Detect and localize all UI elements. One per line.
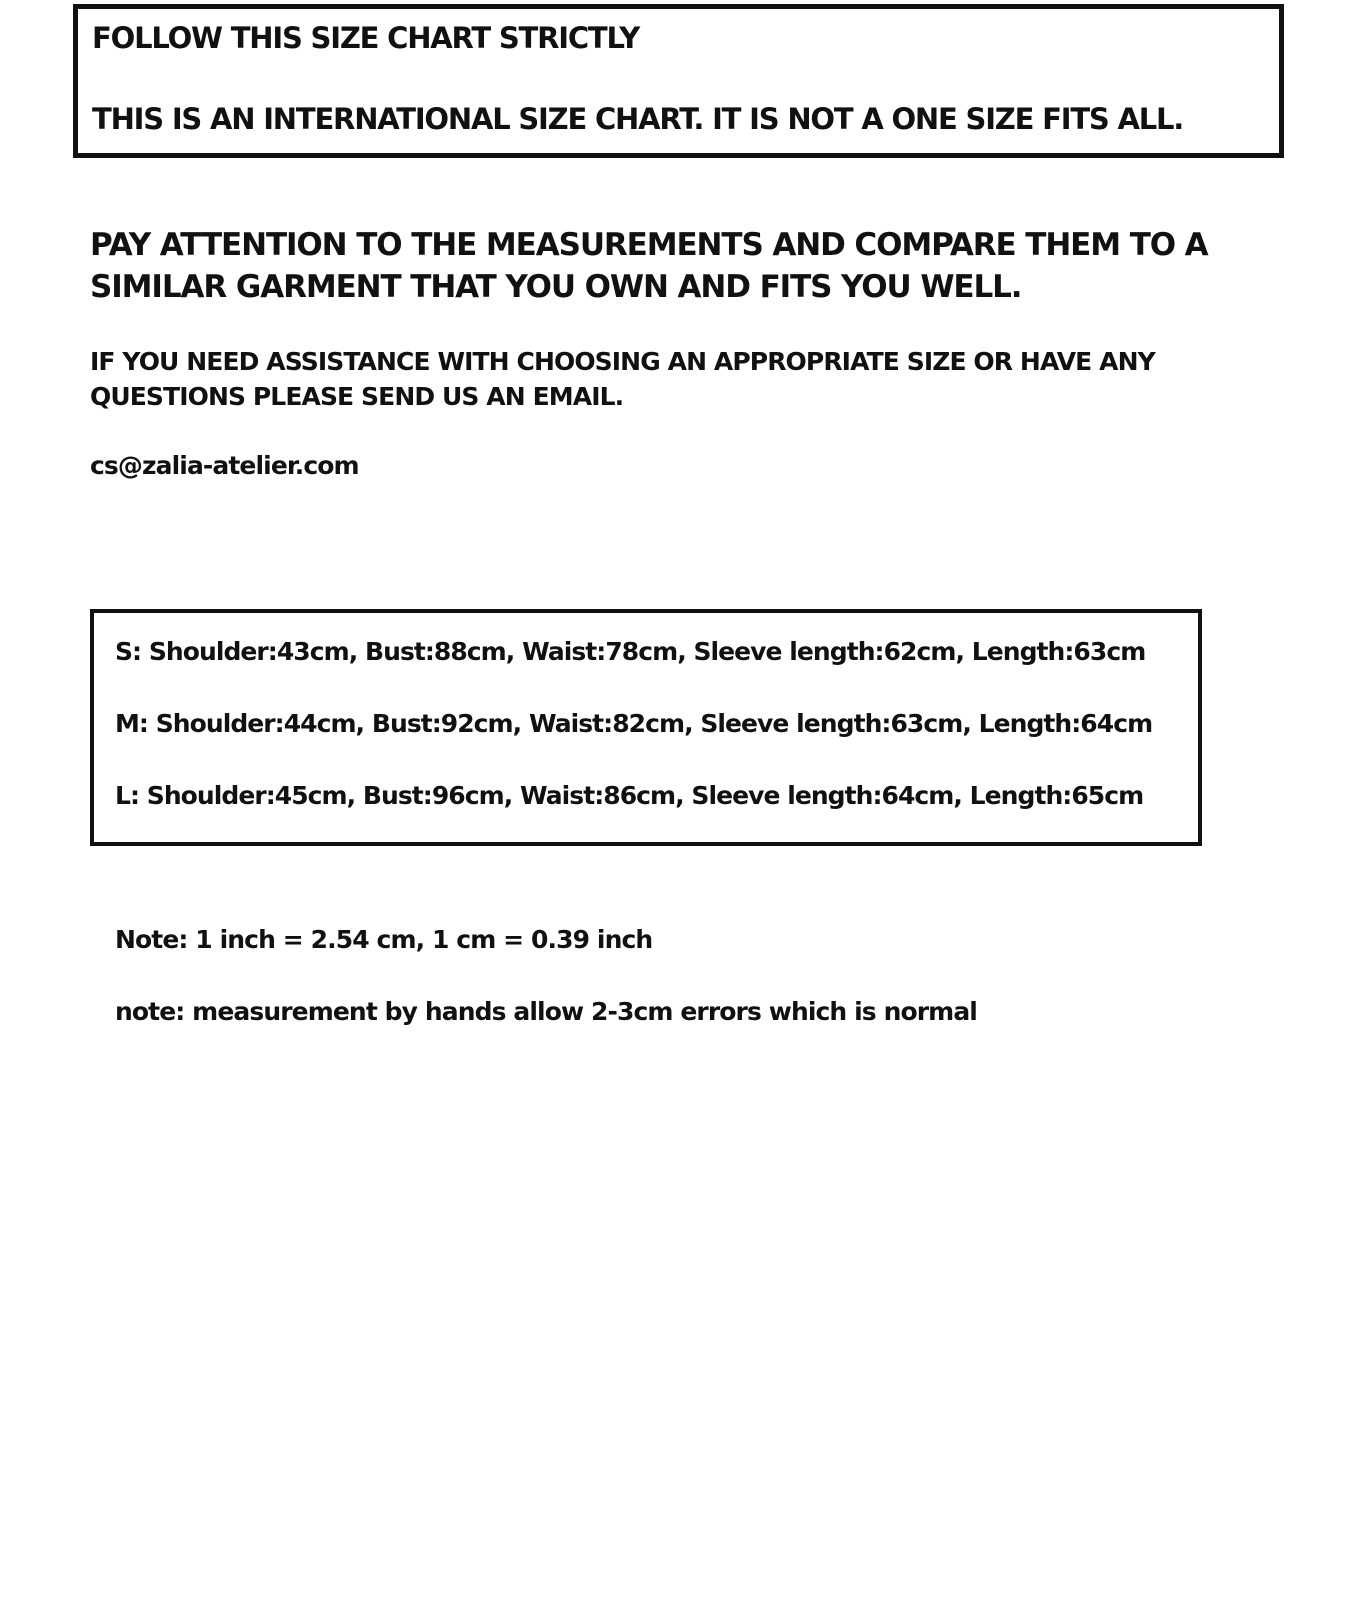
notice-subtitle: THIS IS AN INTERNATIONAL SIZE CHART. IT IS NOT A ONE SIZE FITS ALL. bbox=[92, 102, 1184, 136]
contact-email: cs@zalia-atelier.com bbox=[90, 451, 359, 480]
measurement-instruction: PAY ATTENTION TO THE MEASUREMENTS AND COMPARE THEM TO A SIMILAR GARMENT THAT YOU OWN AND FITS YOU WELL. bbox=[90, 227, 1208, 305]
assistance-text: IF YOU NEED ASSISTANCE WITH CHOOSING AN APPROPRIATE SIZE OR HAVE ANY QUESTIONS PLEASE SEND US AN EMAIL. bbox=[90, 347, 1155, 411]
size-row-l: L: Shoulder:45cm, Bust:96cm, Waist:86cm, Sleeve length:64cm, Length:65cm bbox=[115, 781, 1144, 810]
notice-title: FOLLOW THIS SIZE CHART STRICTLY bbox=[92, 21, 640, 55]
size-chart-box bbox=[90, 609, 1202, 846]
size-row-s: S: Shoulder:43cm, Bust:88cm, Waist:78cm, Sleeve length:62cm, Length:63cm bbox=[115, 637, 1146, 666]
tolerance-note: note: measurement by hands allow 2-3cm errors which is normal bbox=[115, 997, 977, 1026]
conversion-note: Note: 1 inch = 2.54 cm, 1 cm = 0.39 inch bbox=[115, 925, 653, 954]
notice-box bbox=[73, 4, 1284, 158]
size-row-m: M: Shoulder:44cm, Bust:92cm, Waist:82cm, Sleeve length:63cm, Length:64cm bbox=[115, 709, 1153, 738]
